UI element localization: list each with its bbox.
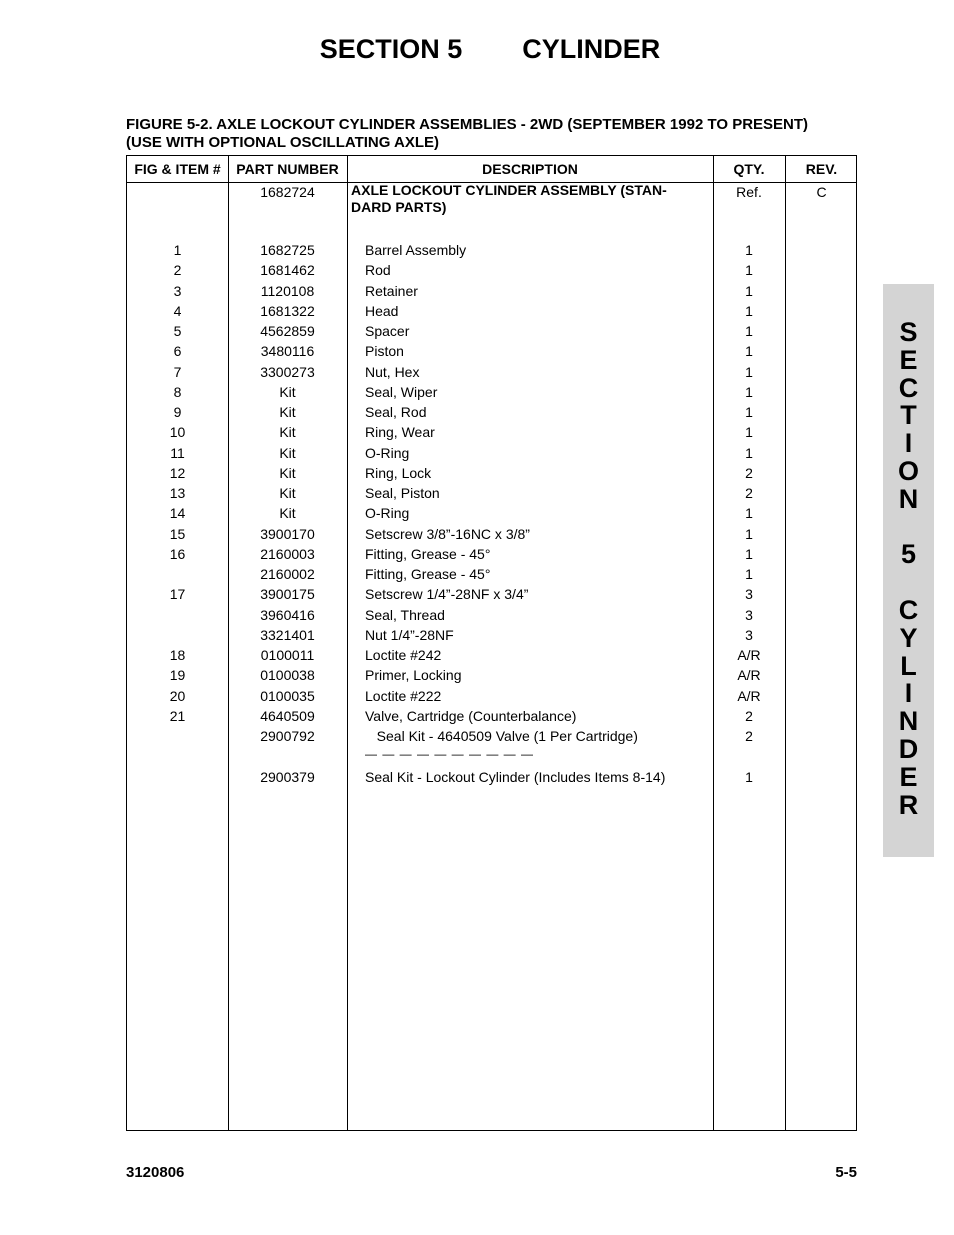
part-qty: 1 bbox=[745, 404, 753, 420]
column-header-part: PART NUMBER bbox=[236, 161, 339, 177]
fig-item-number: 2 bbox=[173, 262, 182, 279]
table-row bbox=[127, 564, 856, 584]
part-qty: A/R bbox=[737, 667, 761, 684]
part-number: 1681322 bbox=[260, 302, 315, 319]
fig-item-number: 7 bbox=[173, 363, 182, 380]
fig-item-number: 12 bbox=[169, 464, 186, 481]
table-row bbox=[127, 584, 856, 604]
fig-item-number: 21 bbox=[169, 707, 186, 724]
part-number: Kit bbox=[279, 444, 296, 461]
figure-title-line2: (USE WITH OPTIONAL OSCILLATING AXLE) bbox=[126, 134, 440, 151]
part-number: 3900175 bbox=[260, 586, 315, 603]
part-number: Kit bbox=[279, 505, 296, 522]
table-row bbox=[127, 665, 856, 685]
assembly-description-line2: DARD PARTS) bbox=[351, 199, 447, 215]
part-description: Fitting, Grease - 45° bbox=[365, 545, 491, 562]
fig-item-number: 11 bbox=[170, 444, 185, 461]
part-description: Piston bbox=[365, 343, 404, 360]
side-tab-letter: L bbox=[900, 650, 917, 681]
side-tab-letter: R bbox=[898, 789, 919, 820]
part-description: Seal Kit - Lockout Cylinder (Includes Items 8-14) bbox=[365, 768, 666, 785]
part-qty: 1 bbox=[745, 545, 753, 562]
part-description: Loctite #242 bbox=[365, 647, 442, 663]
table-row bbox=[127, 686, 856, 706]
part-description: O-Ring bbox=[365, 444, 410, 461]
part-qty: 2 bbox=[745, 485, 753, 501]
fig-item-number: 20 bbox=[169, 687, 186, 704]
table-row bbox=[127, 362, 856, 382]
part-description: Setscrew 3/8”-16NC x 3/8” bbox=[365, 525, 530, 542]
part-number: 1682725 bbox=[260, 242, 315, 258]
part-description: Valve, Cartridge (Counterbalance) bbox=[365, 707, 577, 724]
table-row bbox=[127, 503, 856, 523]
assembly-description bbox=[351, 182, 691, 216]
part-description: Nut, Hex bbox=[365, 363, 420, 380]
part-qty: A/R bbox=[737, 647, 761, 663]
part-qty: 2 bbox=[745, 464, 753, 481]
part-number: Kit bbox=[279, 383, 296, 400]
fig-item-number: 18 bbox=[169, 647, 186, 663]
part-number: 2900792 bbox=[260, 728, 315, 744]
fig-item-number: 5 bbox=[173, 323, 182, 339]
table-row bbox=[127, 463, 856, 483]
fig-item-number: 4 bbox=[173, 302, 182, 319]
page-number: 5-5 bbox=[835, 1164, 857, 1181]
fig-item-number: 6 bbox=[173, 343, 182, 360]
part-number: 2160003 bbox=[260, 545, 315, 562]
figure-title bbox=[126, 116, 886, 152]
table-row bbox=[127, 260, 856, 280]
part-qty: 1 bbox=[745, 343, 753, 360]
part-number: Kit bbox=[279, 485, 296, 501]
fig-item-number: 10 bbox=[169, 424, 186, 441]
part-description: Rod bbox=[365, 262, 391, 279]
section-title: SECTION 5 CYLINDER bbox=[319, 34, 661, 64]
part-description: Nut 1/4”-28NF bbox=[365, 626, 454, 643]
side-tab-letter: Y bbox=[899, 622, 918, 653]
assembly-qty: Ref. bbox=[736, 184, 762, 200]
part-qty: 1 bbox=[745, 525, 753, 542]
side-tab-letter: I bbox=[904, 678, 913, 709]
table-row bbox=[127, 524, 856, 544]
part-number: 4562859 bbox=[260, 323, 315, 339]
part-description: Spacer bbox=[365, 323, 410, 339]
side-tab-letter: N bbox=[898, 483, 919, 514]
fig-item-number: 9 bbox=[173, 404, 182, 420]
part-number: 3900170 bbox=[260, 525, 315, 542]
part-number: 3960416 bbox=[260, 606, 315, 623]
table-row bbox=[127, 281, 856, 301]
part-description: Seal Kit - 4640509 Valve (1 Per Cartridge) bbox=[365, 728, 638, 744]
part-qty: 1 bbox=[745, 444, 753, 461]
part-number: Kit bbox=[279, 464, 296, 481]
fig-item-number: 16 bbox=[169, 545, 186, 562]
side-tab-letter: N bbox=[898, 706, 919, 737]
part-number: 4640509 bbox=[260, 707, 315, 724]
part-qty: 3 bbox=[745, 626, 753, 643]
part-description: Setscrew 1/4”-28NF x 3/4” bbox=[365, 586, 529, 603]
table-row bbox=[127, 483, 856, 503]
part-description: Seal, Wiper bbox=[365, 383, 438, 400]
part-description: O-Ring bbox=[365, 505, 410, 522]
part-qty: 2 bbox=[745, 707, 753, 724]
fig-item-number: 15 bbox=[169, 525, 186, 542]
side-tab-letter: S bbox=[899, 317, 918, 347]
part-qty: 1 bbox=[745, 302, 753, 319]
part-qty: 1 bbox=[745, 383, 753, 400]
table-row bbox=[127, 726, 856, 746]
side-tab-letter: I bbox=[904, 428, 913, 459]
part-description: Ring, Wear bbox=[365, 424, 435, 441]
fig-item-number: 3 bbox=[173, 282, 182, 299]
part-qty: 2 bbox=[745, 728, 753, 744]
dash-divider: — — — — — — — — — — bbox=[365, 747, 535, 762]
assembly-row bbox=[127, 182, 856, 222]
side-tab-letter: E bbox=[899, 344, 918, 375]
table-row bbox=[127, 240, 856, 260]
part-number: 3480116 bbox=[260, 343, 315, 360]
part-qty: A/R bbox=[737, 687, 761, 704]
part-qty: 1 bbox=[745, 323, 753, 339]
section-side-tab bbox=[883, 284, 934, 857]
part-description: Seal, Piston bbox=[365, 485, 440, 501]
part-qty: 3 bbox=[745, 586, 753, 603]
part-qty: 1 bbox=[745, 424, 753, 441]
assembly-description-line1: AXLE LOCKOUT CYLINDER ASSEMBLY (STAN- bbox=[351, 182, 667, 198]
part-qty: 1 bbox=[745, 505, 753, 522]
fig-item-number: 14 bbox=[169, 505, 186, 522]
fig-item-number: 8 bbox=[173, 383, 182, 400]
part-description: Ring, Lock bbox=[365, 464, 432, 481]
part-number: Kit bbox=[279, 424, 296, 441]
table-row bbox=[127, 544, 856, 564]
part-number: 0100011 bbox=[260, 647, 315, 663]
part-description: Primer, Locking bbox=[365, 667, 462, 684]
part-number: 3300273 bbox=[260, 363, 315, 380]
part-description: Seal, Thread bbox=[365, 606, 445, 623]
table-row bbox=[127, 341, 856, 361]
column-header-fig: FIG & ITEM # bbox=[134, 161, 221, 177]
side-tab-letter: D bbox=[898, 734, 919, 764]
table-row bbox=[127, 767, 856, 787]
part-number: Kit bbox=[279, 404, 296, 420]
table-row bbox=[127, 443, 856, 463]
part-qty: 1 bbox=[745, 768, 753, 785]
table-row bbox=[127, 625, 856, 645]
side-tab-letter: C bbox=[898, 595, 919, 625]
column-header-qty: QTY. bbox=[733, 161, 765, 177]
part-number: 0100035 bbox=[260, 687, 315, 704]
figure-title-line1: FIGURE 5-2. AXLE LOCKOUT CYLINDER ASSEMBLIES - 2WD (SEPTEMBER 1992 TO PRESENT) bbox=[126, 116, 809, 133]
part-qty: 1 bbox=[745, 282, 753, 299]
table-row bbox=[127, 422, 856, 442]
part-description: Fitting, Grease - 45° bbox=[365, 566, 491, 582]
side-tab-letter: O bbox=[897, 456, 919, 486]
part-number: 2160002 bbox=[260, 566, 315, 582]
side-tab-letter: T bbox=[900, 400, 917, 431]
part-number: 0100038 bbox=[260, 667, 315, 684]
part-description: Seal, Rod bbox=[365, 404, 427, 420]
part-qty: 1 bbox=[745, 262, 753, 279]
part-qty: 1 bbox=[745, 566, 753, 582]
table-row bbox=[127, 321, 856, 341]
column-header-rev: REV. bbox=[805, 161, 838, 177]
table-row bbox=[127, 301, 856, 321]
fig-item-number: 17 bbox=[169, 586, 186, 603]
side-tab-letter: 5 bbox=[900, 539, 917, 570]
assembly-part-number: 1682724 bbox=[260, 184, 315, 200]
table-row bbox=[127, 402, 856, 422]
side-tab-letter: C bbox=[898, 372, 919, 403]
parts-table bbox=[126, 155, 857, 1131]
fig-item-number: 1 bbox=[173, 242, 182, 258]
part-description: Retainer bbox=[365, 282, 418, 299]
part-qty: 3 bbox=[745, 606, 753, 623]
fig-item-number: 19 bbox=[169, 667, 186, 684]
part-number: 1120108 bbox=[260, 282, 315, 299]
fig-item-number: 13 bbox=[169, 485, 186, 501]
table-row bbox=[127, 605, 856, 625]
table-row bbox=[127, 382, 856, 402]
part-number: 2900379 bbox=[260, 768, 315, 785]
part-description: Head bbox=[365, 302, 399, 319]
side-tab-letter: E bbox=[899, 761, 918, 792]
part-description: Loctite #222 bbox=[365, 687, 442, 704]
part-number: 1681462 bbox=[260, 262, 315, 279]
column-header-description: DESCRIPTION bbox=[482, 161, 578, 177]
assembly-rev: C bbox=[816, 184, 827, 200]
part-qty: 1 bbox=[745, 363, 753, 380]
divider-row bbox=[127, 744, 856, 764]
part-number: 3321401 bbox=[260, 626, 315, 643]
document-number: 3120806 bbox=[126, 1164, 185, 1181]
part-description: Barrel Assembly bbox=[365, 242, 467, 258]
table-row bbox=[127, 645, 856, 665]
table-row bbox=[127, 706, 856, 726]
part-qty: 1 bbox=[745, 242, 753, 258]
